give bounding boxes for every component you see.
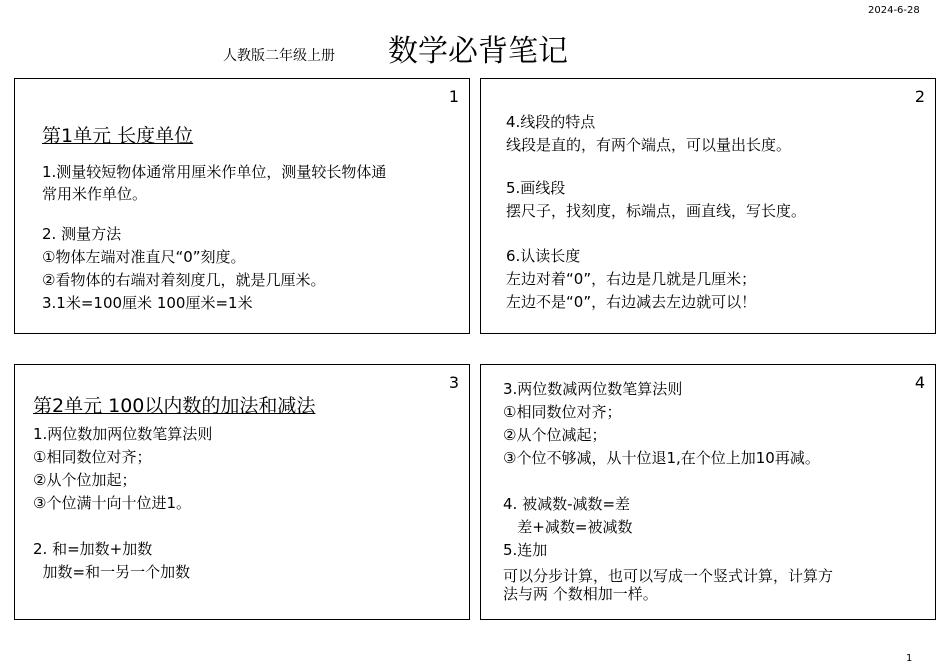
note-line: ②看物体的右端对着刻度几，就是几厘米。 — [42, 271, 326, 289]
note-line: 1.两位数加两位数笔算法则 — [33, 425, 213, 443]
note-line: ③个位满十向十位进1。 — [33, 494, 191, 512]
note-panel-3 — [14, 364, 470, 620]
note-line: 左边对着“0”，右边是几就是几厘米； — [506, 270, 757, 288]
note-line: 可以分步计算，也可以写成一个竖式计算，计算方 — [503, 567, 834, 585]
page-title: 数学必背笔记 — [388, 34, 568, 69]
note-line: 1.测量较短物体通常用厘米作单位，测量较长物体通 — [42, 163, 387, 181]
note-panel-4 — [480, 364, 936, 620]
panel-number: 3 — [448, 373, 459, 392]
note-line: 4.线段的特点 — [506, 113, 596, 131]
note-line: 3.两位数减两位数笔算法则 — [503, 380, 683, 398]
note-line: ③个位不够减，从十位退1,在个位上加10再减。 — [503, 449, 820, 467]
note-line: 2. 和=加数+加数 — [33, 540, 153, 558]
note-line: 3.1米=100厘米 100厘米=1米 — [42, 294, 253, 312]
unit-heading: 第1单元 长度单位 — [42, 125, 194, 147]
note-line: ①相同数位对齐； — [503, 403, 622, 421]
note-line: 5.画线段 — [506, 179, 566, 197]
panel-number: 4 — [914, 373, 925, 392]
note-line: 4. 被减数-减数=差 — [503, 495, 631, 513]
note-line: 差+减数=被减数 — [503, 518, 633, 536]
note-line: 6.认读长度 — [506, 247, 581, 265]
panel-number: 1 — [448, 87, 459, 106]
note-line: 常用米作单位。 — [42, 185, 148, 203]
panel-number: 2 — [914, 87, 925, 106]
note-line: ①物体左端对准直尺“0”刻度。 — [42, 248, 246, 266]
note-line: 2. 测量方法 — [42, 225, 122, 243]
note-line: 摆尺子，找刻度，标端点，画直线，写长度。 — [506, 202, 807, 220]
note-line: ②从个位减起； — [503, 426, 607, 444]
note-line: 左边不是“0”，右边减去左边就可以！ — [506, 293, 757, 311]
note-panel-2 — [480, 78, 936, 334]
note-line: 线段是直的，有两个端点，可以量出长度。 — [506, 136, 792, 154]
unit-heading: 第2单元 100以内数的加法和减法 — [33, 395, 316, 417]
subtitle: 人教版二年级上册 — [223, 48, 335, 64]
note-panel-1 — [14, 78, 470, 334]
note-line: ②从个位加起； — [33, 471, 137, 489]
note-line: 5.连加 — [503, 541, 548, 559]
page-number: 1 — [906, 653, 913, 664]
note-line: ①相同数位对齐； — [33, 448, 152, 466]
date-label: 2024-6-28 — [868, 5, 920, 16]
note-line: 法与两 个数相加一样。 — [503, 585, 658, 603]
note-line: 加数=和一另一个加数 — [33, 563, 191, 581]
